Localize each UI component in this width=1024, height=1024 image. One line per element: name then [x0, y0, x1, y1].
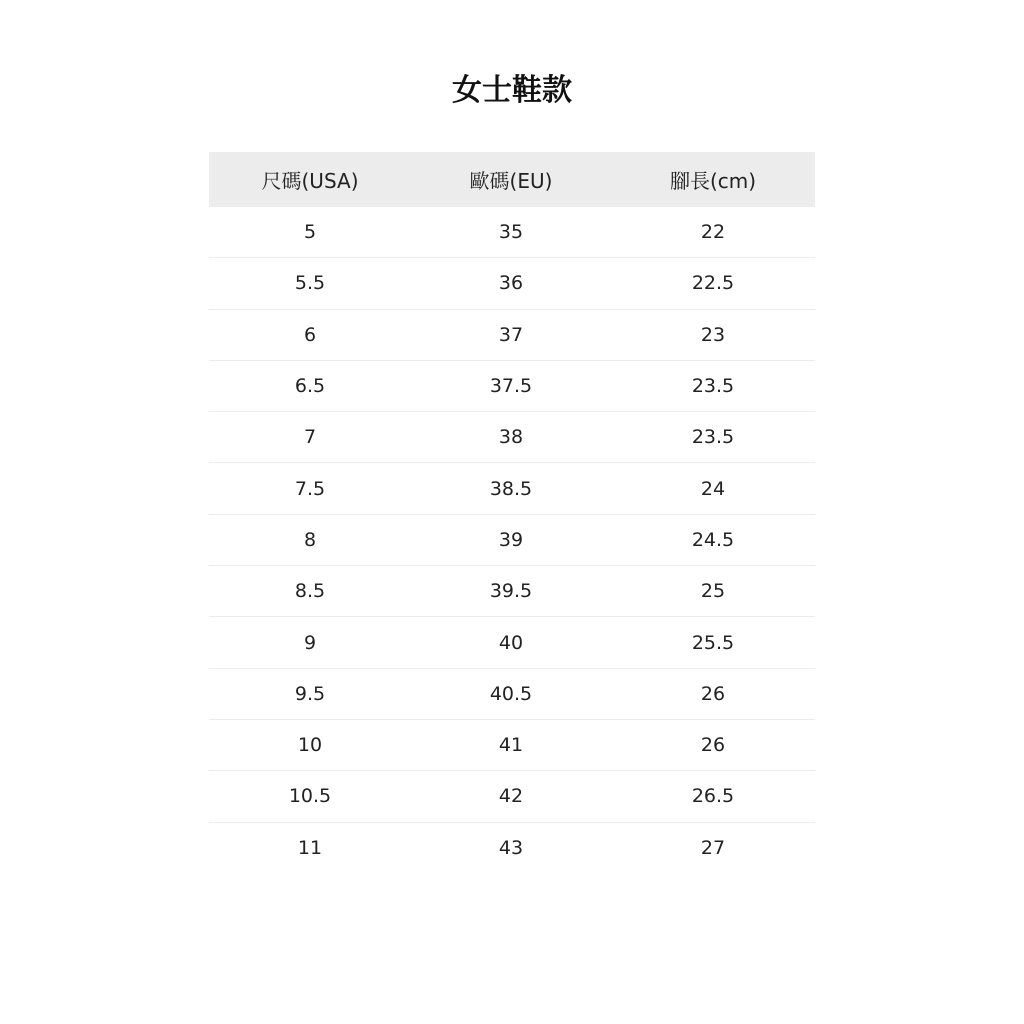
us-size-cell: 7.5: [294, 477, 326, 500]
us-size-cell: 5: [303, 221, 317, 244]
table-header: [209, 152, 815, 207]
size-chart-table: [209, 152, 815, 874]
us-size-cell: 9.5: [294, 682, 326, 705]
table-row: [209, 515, 815, 566]
table-row: [209, 617, 815, 668]
eu-size-cell: 41: [498, 734, 524, 757]
table-row: [209, 566, 815, 617]
foot-length-cell: 25: [700, 580, 726, 603]
foot-length-cell: 26.5: [691, 785, 735, 808]
us-size-cell: 11: [297, 837, 323, 860]
eu-size-cell: 35: [498, 221, 524, 244]
eu-size-cell: 39: [498, 528, 524, 551]
us-size-cell: 8: [303, 528, 317, 551]
us-size-cell: 9: [303, 631, 317, 654]
eu-size-cell: 43: [498, 837, 524, 860]
header-us-size: 尺碼(USA): [261, 169, 359, 193]
foot-length-cell: 24.5: [691, 528, 735, 551]
foot-length-cell: 25.5: [691, 631, 735, 654]
table-body: [209, 207, 815, 874]
foot-length-cell: 24: [700, 477, 726, 500]
table-row: [209, 720, 815, 771]
foot-length-cell: 26: [700, 734, 726, 757]
eu-size-cell: 38: [498, 426, 524, 449]
eu-size-cell: 37.5: [489, 375, 533, 398]
foot-length-cell: 22.5: [691, 272, 735, 295]
eu-size-cell: 37: [498, 323, 524, 346]
table-row: [209, 412, 815, 463]
table-row: [209, 310, 815, 361]
table-row: [209, 463, 815, 514]
foot-length-cell: 23.5: [691, 426, 735, 449]
foot-length-cell: 26: [700, 682, 726, 705]
eu-size-cell: 40.5: [489, 682, 533, 705]
eu-size-cell: 42: [498, 785, 524, 808]
header-eu-size: 歐碼(EU): [469, 169, 553, 193]
us-size-cell: 7: [303, 426, 317, 449]
us-size-cell: 10: [297, 734, 323, 757]
eu-size-cell: 39.5: [489, 580, 533, 603]
table-row: [209, 771, 815, 822]
us-size-cell: 8.5: [294, 580, 326, 603]
eu-size-cell: 36: [498, 272, 524, 295]
us-size-cell: 5.5: [294, 272, 326, 295]
foot-length-cell: 22: [700, 221, 726, 244]
eu-size-cell: 40: [498, 631, 524, 654]
foot-length-cell: 23: [700, 323, 726, 346]
table-row: [209, 823, 815, 874]
table-row: [209, 207, 815, 258]
us-size-cell: 10.5: [288, 785, 332, 808]
table-row: [209, 669, 815, 720]
page-title: 女士鞋款: [452, 73, 572, 108]
foot-length-cell: 23.5: [691, 375, 735, 398]
table-row: [209, 258, 815, 309]
table-row: [209, 361, 815, 412]
foot-length-cell: 27: [700, 837, 726, 860]
us-size-cell: 6: [303, 323, 317, 346]
us-size-cell: 6.5: [294, 375, 326, 398]
eu-size-cell: 38.5: [489, 477, 533, 500]
header-foot-length: 腳長(cm): [669, 169, 757, 193]
